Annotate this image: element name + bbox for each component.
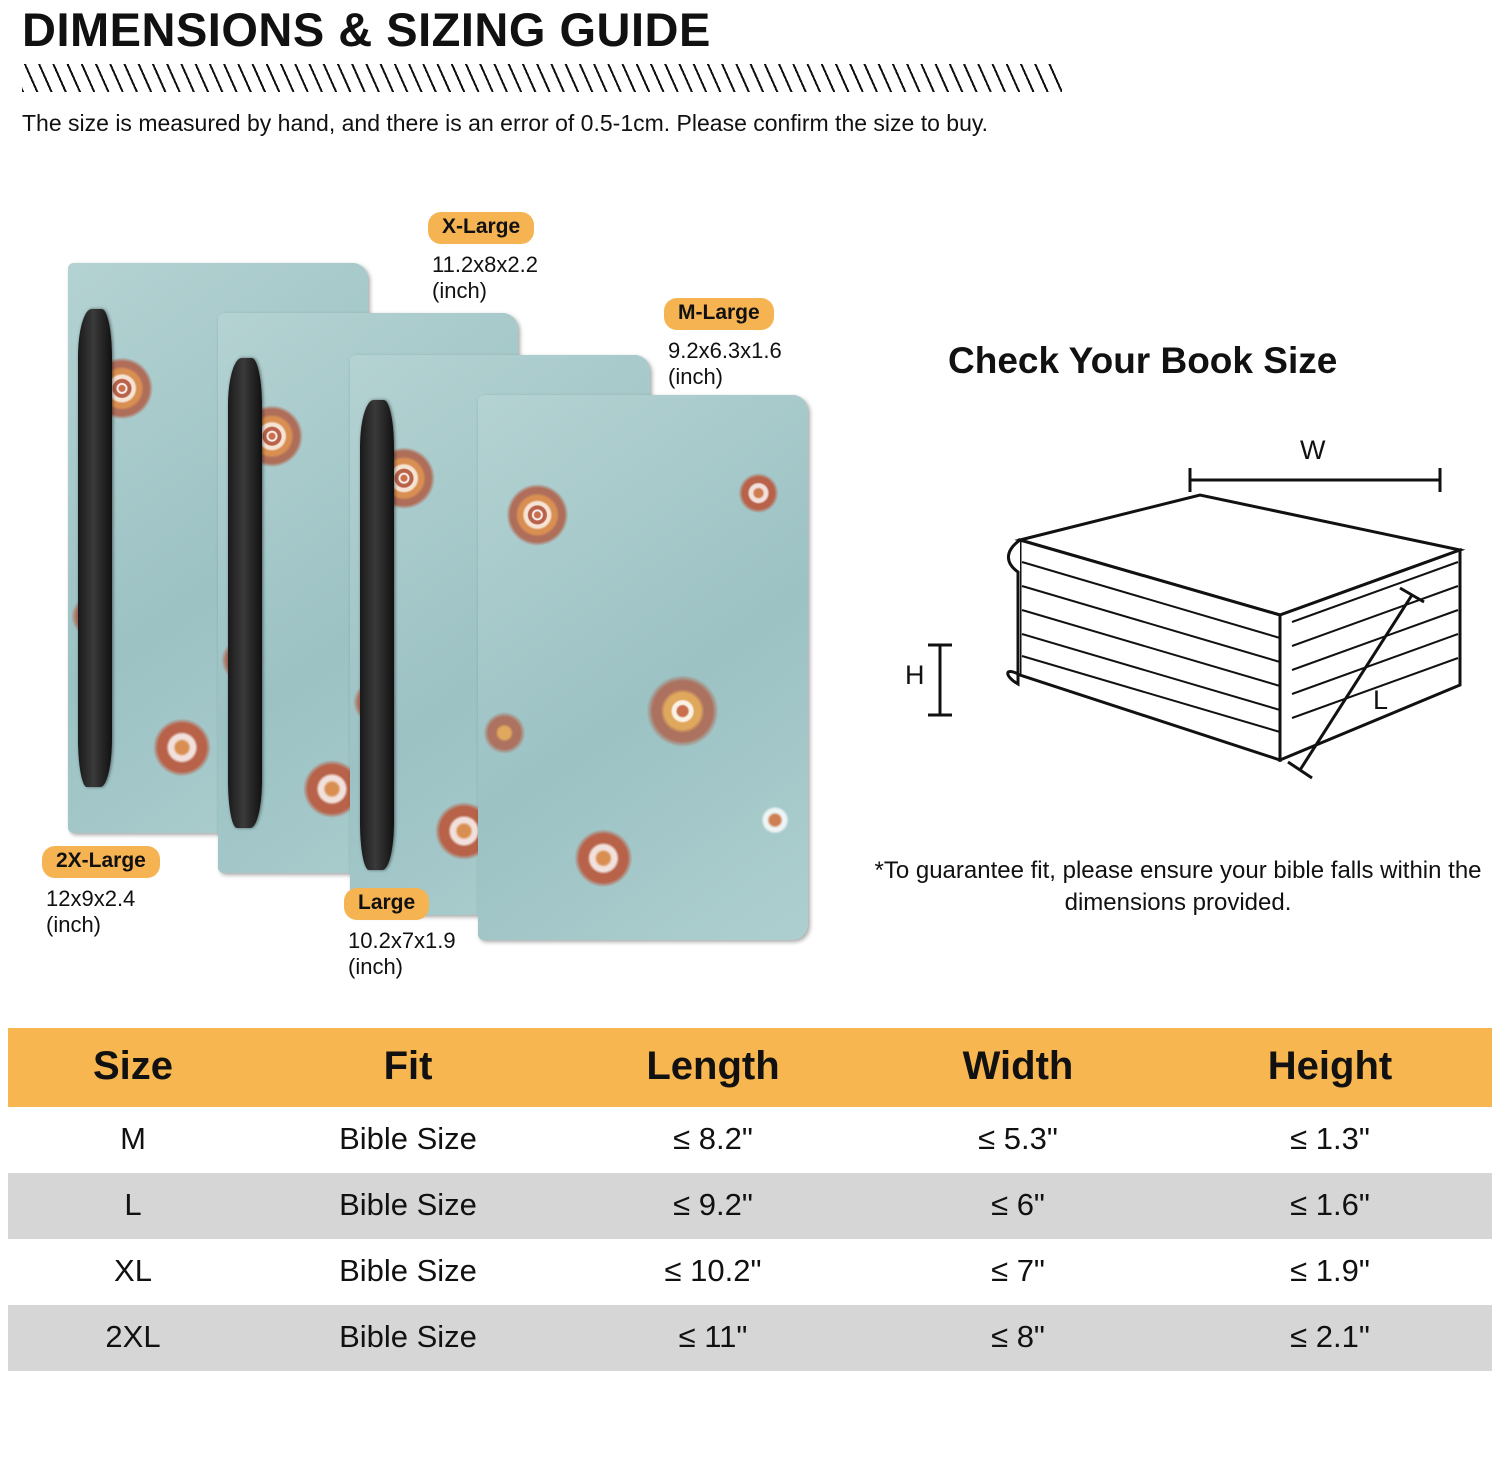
cell-length: ≤ 10.2" xyxy=(664,1253,762,1288)
check-book-size-title: Check Your Book Size xyxy=(948,340,1338,381)
cell-width: ≤ 7" xyxy=(991,1253,1045,1288)
m-large-dimension-unit: (inch) xyxy=(668,363,724,389)
header-fit: Fit xyxy=(258,1028,558,1107)
cell-height: ≤ 1.6" xyxy=(1290,1187,1370,1222)
tag-m-large: M-Large xyxy=(664,298,774,330)
cell-length: ≤ 11" xyxy=(678,1319,748,1354)
tag-large-dimensions xyxy=(348,928,456,979)
size-table xyxy=(8,1028,1492,1371)
large-dimension-value: 10.2x7x1.9 xyxy=(348,928,456,953)
cell-height: ≤ 1.3" xyxy=(1290,1121,1370,1156)
cell-length: ≤ 9.2" xyxy=(673,1187,753,1222)
hatch-divider xyxy=(22,64,1062,92)
header-width: Width xyxy=(868,1028,1168,1107)
large-dimension-unit: (inch) xyxy=(348,953,404,979)
elastic-strap xyxy=(228,358,262,828)
tag-x-large-dimensions xyxy=(432,252,538,303)
2x-large-dimension-unit: (inch) xyxy=(46,911,102,937)
cell-size: 2XL xyxy=(105,1319,161,1354)
elastic-strap xyxy=(78,309,112,788)
x-large-dimension-unit: (inch) xyxy=(432,277,488,303)
cell-length: ≤ 8.2" xyxy=(673,1121,753,1156)
book-width-label: W xyxy=(1300,435,1326,465)
cell-size: XL xyxy=(114,1253,152,1288)
cell-fit: Bible Size xyxy=(339,1319,477,1354)
tag-large: Large xyxy=(344,888,429,920)
cell-width: ≤ 5.3" xyxy=(978,1121,1058,1156)
elastic-strap xyxy=(360,400,394,870)
table-row xyxy=(8,1239,1492,1305)
mandala-pattern xyxy=(478,395,808,940)
table-row xyxy=(8,1305,1492,1371)
table-row xyxy=(8,1173,1492,1239)
cell-fit: Bible Size xyxy=(339,1253,477,1288)
book-height-label: H xyxy=(905,660,925,690)
cell-height: ≤ 1.9" xyxy=(1290,1253,1370,1288)
book-length-label: L xyxy=(1373,685,1389,715)
cell-width: ≤ 8" xyxy=(991,1319,1045,1354)
header-height: Height xyxy=(1168,1028,1492,1107)
header-length: Length xyxy=(558,1028,868,1107)
book-diagram-svg xyxy=(900,440,1480,810)
cell-height: ≤ 2.1" xyxy=(1290,1319,1370,1354)
table-header-row xyxy=(8,1028,1492,1107)
header-size: Size xyxy=(8,1028,258,1107)
page-title: DIMENSIONS & SIZING GUIDE xyxy=(22,3,711,56)
cell-size: L xyxy=(124,1187,142,1222)
m-large-dimension-value: 9.2x6.3x1.6 xyxy=(668,338,782,363)
cell-fit: Bible Size xyxy=(339,1121,477,1156)
book-diagram xyxy=(900,435,1480,810)
cell-size: M xyxy=(120,1121,146,1156)
fit-guarantee-note: *To guarantee fit, please ensure your bible falls within the dimensions provided. xyxy=(874,857,1482,917)
cover-m-large xyxy=(478,395,808,940)
tag-m-large-dimensions xyxy=(668,338,782,389)
cell-width: ≤ 6" xyxy=(991,1187,1045,1222)
size-table-head xyxy=(8,1028,1492,1107)
measurement-disclaimer: The size is measured by hand, and there is an error of 0.5-1cm. Please confirm the size to buy. xyxy=(22,110,989,136)
cell-fit: Bible Size xyxy=(339,1187,477,1222)
tag-2x-large-dimensions xyxy=(46,886,135,937)
table-row xyxy=(8,1107,1492,1173)
2x-large-dimension-value: 12x9x2.4 xyxy=(46,886,136,911)
tag-2x-large: 2X-Large xyxy=(42,846,160,878)
x-large-dimension-value: 11.2x8x2.2 xyxy=(432,252,539,277)
size-table-body xyxy=(8,1107,1492,1371)
tag-x-large: X-Large xyxy=(428,212,534,244)
size-table-wrapper xyxy=(8,1028,1492,1371)
